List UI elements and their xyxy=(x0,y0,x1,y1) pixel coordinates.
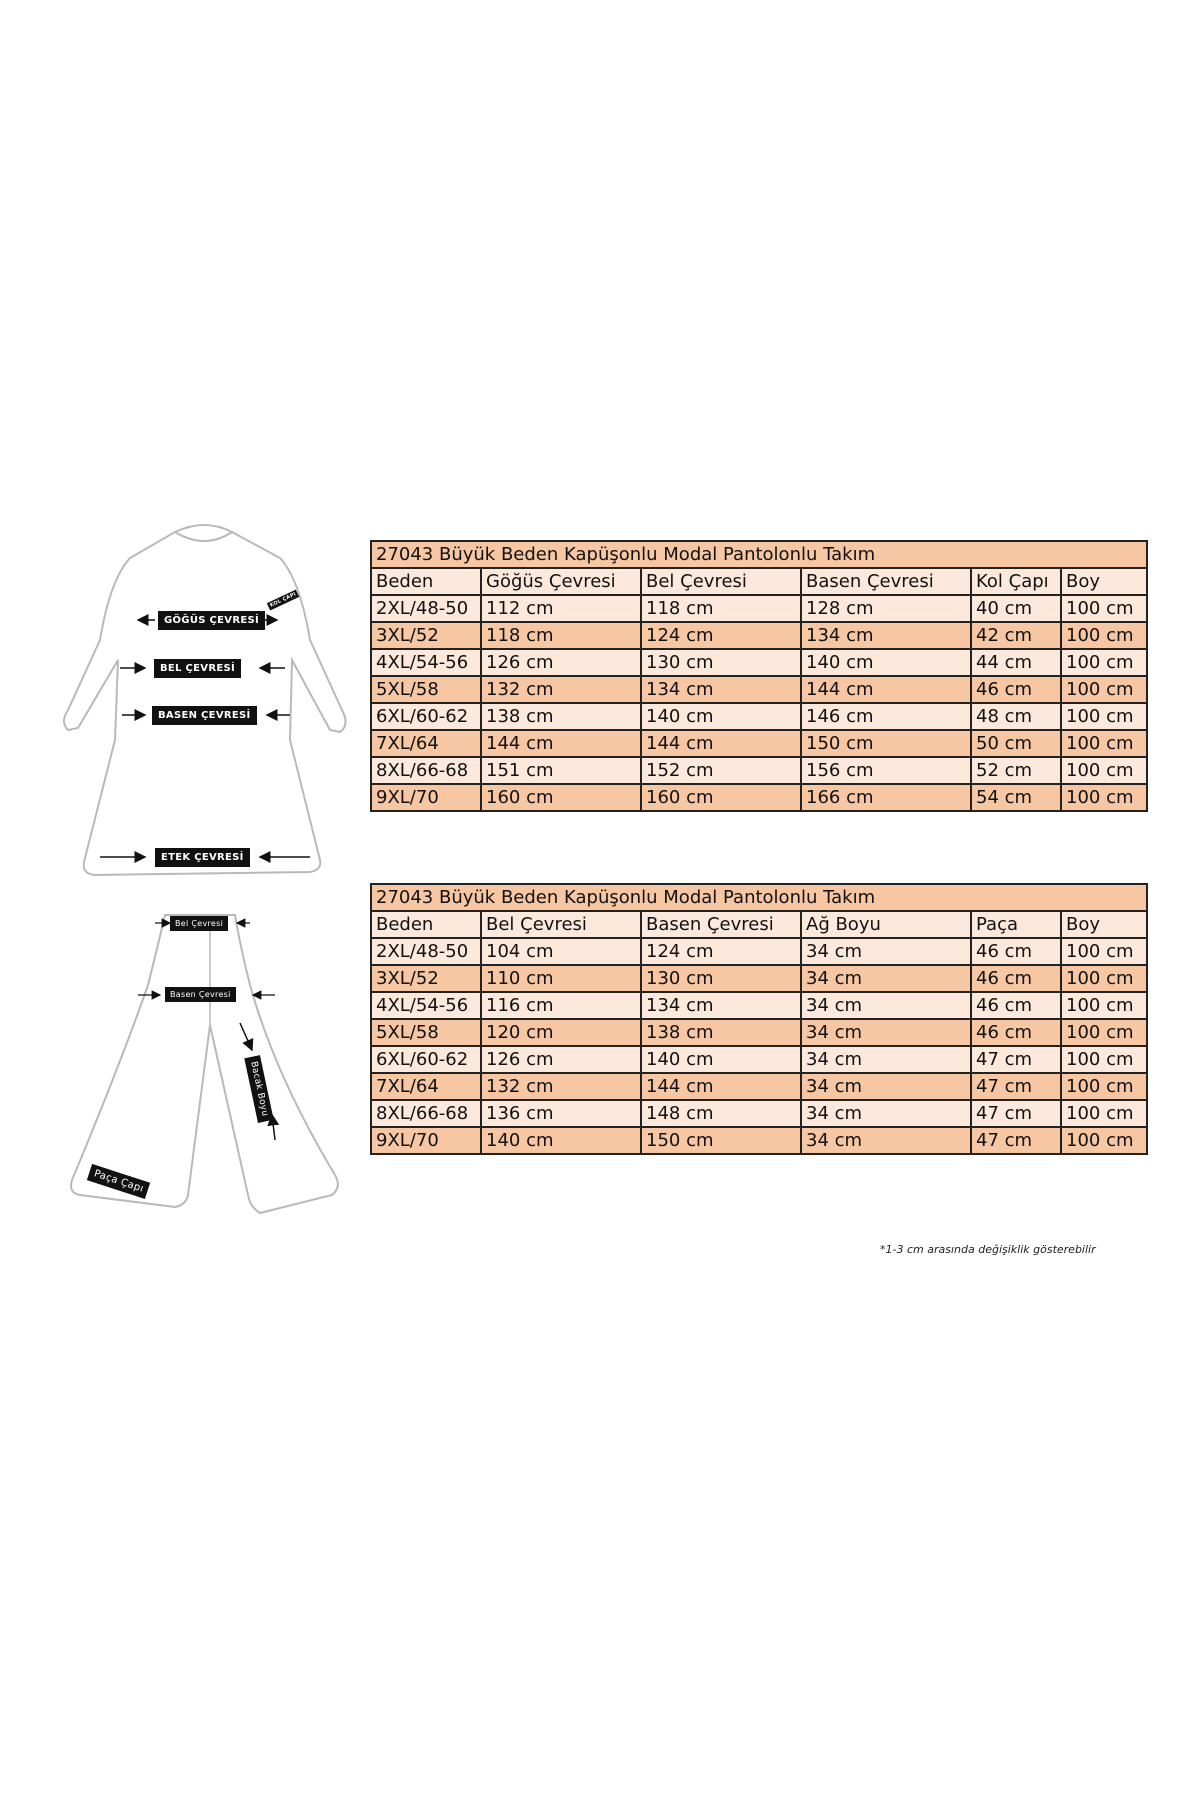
measurement-cell: 50 cm xyxy=(971,730,1061,757)
measurement-cell: 100 cm xyxy=(1061,938,1147,965)
measurement-cell: 48 cm xyxy=(971,703,1061,730)
measurement-cell: 152 cm xyxy=(641,757,801,784)
measurement-cell: 42 cm xyxy=(971,622,1061,649)
measurement-cell: 126 cm xyxy=(481,649,641,676)
table-row xyxy=(371,965,1147,992)
measurement-cell: 34 cm xyxy=(801,1046,971,1073)
pants-diagram xyxy=(60,905,350,1225)
measurement-cell: 100 cm xyxy=(1061,1100,1147,1127)
measurement-cell: 160 cm xyxy=(641,784,801,811)
size-cell: 4XL/54-56 xyxy=(371,992,481,1019)
column-header: Beden xyxy=(371,911,481,938)
measurement-cell: 140 cm xyxy=(641,1046,801,1073)
column-header: Kol Çapı xyxy=(971,568,1061,595)
size-cell: 7XL/64 xyxy=(371,730,481,757)
measurement-cell: 166 cm xyxy=(801,784,971,811)
measurement-cell: 34 cm xyxy=(801,965,971,992)
measurement-cell: 150 cm xyxy=(801,730,971,757)
table-row xyxy=(371,595,1147,622)
measurement-cell: 100 cm xyxy=(1061,730,1147,757)
measurement-cell: 54 cm xyxy=(971,784,1061,811)
measurement-cell: 116 cm xyxy=(481,992,641,1019)
table-row xyxy=(371,649,1147,676)
size-cell: 4XL/54-56 xyxy=(371,649,481,676)
size-cell: 9XL/70 xyxy=(371,784,481,811)
size-cell: 7XL/64 xyxy=(371,1073,481,1100)
size-cell: 8XL/66-68 xyxy=(371,757,481,784)
column-header: Göğüs Çevresi xyxy=(481,568,641,595)
bottom-size-table xyxy=(370,883,1148,1155)
top-table-body xyxy=(371,595,1147,811)
measurement-cell: 104 cm xyxy=(481,938,641,965)
size-cell: 2XL/48-50 xyxy=(371,938,481,965)
column-header: Boy xyxy=(1061,911,1147,938)
pants-length-label: Bacak Boyu xyxy=(244,1055,273,1123)
measurement-cell: 144 cm xyxy=(641,1073,801,1100)
tunic-diagram xyxy=(60,520,350,880)
table-row xyxy=(371,1127,1147,1154)
measurement-cell: 144 cm xyxy=(481,730,641,757)
measurement-cell: 132 cm xyxy=(481,1073,641,1100)
size-cell: 6XL/60-62 xyxy=(371,1046,481,1073)
measurement-cell: 46 cm xyxy=(971,676,1061,703)
measurement-cell: 140 cm xyxy=(481,1127,641,1154)
chest-label: GÖĞÜS ÇEVRESİ xyxy=(158,611,265,630)
table-row xyxy=(371,992,1147,1019)
measurement-cell: 138 cm xyxy=(481,703,641,730)
measurement-cell: 44 cm xyxy=(971,649,1061,676)
measurement-cell: 34 cm xyxy=(801,1019,971,1046)
measurement-cell: 34 cm xyxy=(801,1073,971,1100)
measurement-cell: 118 cm xyxy=(641,595,801,622)
measurement-cell: 47 cm xyxy=(971,1100,1061,1127)
measurement-cell: 100 cm xyxy=(1061,965,1147,992)
measurement-cell: 148 cm xyxy=(641,1100,801,1127)
measurement-cell: 144 cm xyxy=(801,676,971,703)
measurement-cell: 124 cm xyxy=(641,938,801,965)
measurement-cell: 100 cm xyxy=(1061,595,1147,622)
measurement-cell: 134 cm xyxy=(641,992,801,1019)
size-cell: 3XL/52 xyxy=(371,965,481,992)
measurement-cell: 130 cm xyxy=(641,649,801,676)
column-header: Basen Çevresi xyxy=(641,911,801,938)
measurement-cell: 144 cm xyxy=(641,730,801,757)
table-row xyxy=(371,703,1147,730)
table-row xyxy=(371,757,1147,784)
measurement-cell: 138 cm xyxy=(641,1019,801,1046)
table-row xyxy=(371,1100,1147,1127)
measurement-cell: 34 cm xyxy=(801,1100,971,1127)
measurement-cell: 100 cm xyxy=(1061,1046,1147,1073)
measurement-cell: 46 cm xyxy=(971,992,1061,1019)
table-row xyxy=(371,1046,1147,1073)
measurement-cell: 46 cm xyxy=(971,1019,1061,1046)
pants-hip-label: Basen Çevresi xyxy=(165,987,236,1002)
measurement-cell: 100 cm xyxy=(1061,784,1147,811)
size-cell: 3XL/52 xyxy=(371,622,481,649)
column-header: Bel Çevresi xyxy=(641,568,801,595)
measurement-cell: 47 cm xyxy=(971,1073,1061,1100)
measurement-cell: 140 cm xyxy=(641,703,801,730)
measurement-cell: 100 cm xyxy=(1061,649,1147,676)
column-header: Boy xyxy=(1061,568,1147,595)
measurement-cell: 130 cm xyxy=(641,965,801,992)
measurement-cell: 100 cm xyxy=(1061,992,1147,1019)
measurement-cell: 151 cm xyxy=(481,757,641,784)
table-title-row xyxy=(371,541,1147,568)
measurement-cell: 47 cm xyxy=(971,1127,1061,1154)
table-header-row xyxy=(371,911,1147,938)
measurement-cell: 34 cm xyxy=(801,938,971,965)
measurement-cell: 150 cm xyxy=(641,1127,801,1154)
measurement-cell: 46 cm xyxy=(971,938,1061,965)
measurement-cell: 52 cm xyxy=(971,757,1061,784)
measurement-cell: 156 cm xyxy=(801,757,971,784)
measurement-cell: 124 cm xyxy=(641,622,801,649)
measurement-cell: 140 cm xyxy=(801,649,971,676)
measurement-cell: 112 cm xyxy=(481,595,641,622)
measurement-cell: 100 cm xyxy=(1061,676,1147,703)
bottom-table-title: 27043 Büyük Beden Kapüşonlu Modal Pantolonlu Takım xyxy=(371,884,1147,911)
measurement-cell: 100 cm xyxy=(1061,622,1147,649)
size-cell: 8XL/66-68 xyxy=(371,1100,481,1127)
column-header: Basen Çevresi xyxy=(801,568,971,595)
tunic-outline-icon xyxy=(60,520,350,880)
measurement-cell: 100 cm xyxy=(1061,1073,1147,1100)
table-row xyxy=(371,938,1147,965)
measurement-cell: 100 cm xyxy=(1061,1127,1147,1154)
measurement-cell: 120 cm xyxy=(481,1019,641,1046)
bottom-table-body xyxy=(371,938,1147,1154)
size-cell: 2XL/48-50 xyxy=(371,595,481,622)
table-row xyxy=(371,622,1147,649)
measurement-cell: 110 cm xyxy=(481,965,641,992)
measurement-cell: 40 cm xyxy=(971,595,1061,622)
measurement-cell: 132 cm xyxy=(481,676,641,703)
measurement-cell: 100 cm xyxy=(1061,703,1147,730)
size-cell: 6XL/60-62 xyxy=(371,703,481,730)
hem-label: ETEK ÇEVRESİ xyxy=(155,848,250,867)
measurement-cell: 46 cm xyxy=(971,965,1061,992)
size-cell: 5XL/58 xyxy=(371,676,481,703)
measurement-cell: 100 cm xyxy=(1061,757,1147,784)
column-header: Bel Çevresi xyxy=(481,911,641,938)
size-cell: 9XL/70 xyxy=(371,1127,481,1154)
pants-hem-label: Paça Çapı xyxy=(87,1164,151,1199)
measurement-cell: 134 cm xyxy=(641,676,801,703)
measurement-cell: 34 cm xyxy=(801,992,971,1019)
measurement-cell: 146 cm xyxy=(801,703,971,730)
pants-waist-label: Bel Çevresi xyxy=(170,916,228,931)
column-header: Paça xyxy=(971,911,1061,938)
waist-label: BEL ÇEVRESİ xyxy=(154,659,241,678)
measurement-cell: 47 cm xyxy=(971,1046,1061,1073)
sleeve-label: KOL ÇAPI xyxy=(267,590,300,611)
measurement-cell: 34 cm xyxy=(801,1127,971,1154)
measurement-cell: 160 cm xyxy=(481,784,641,811)
hip-label: BASEN ÇEVRESİ xyxy=(152,706,257,725)
measurement-cell: 118 cm xyxy=(481,622,641,649)
table-row xyxy=(371,1019,1147,1046)
measurement-cell: 134 cm xyxy=(801,622,971,649)
top-table-title: 27043 Büyük Beden Kapüşonlu Modal Pantolonlu Takım xyxy=(371,541,1147,568)
measurement-cell: 128 cm xyxy=(801,595,971,622)
measurement-cell: 100 cm xyxy=(1061,1019,1147,1046)
measurement-cell: 126 cm xyxy=(481,1046,641,1073)
size-cell: 5XL/58 xyxy=(371,1019,481,1046)
table-row xyxy=(371,730,1147,757)
table-header-row xyxy=(371,568,1147,595)
table-row xyxy=(371,784,1147,811)
footnote: *1-3 cm arasında değişiklik gösterebilir xyxy=(880,1243,1096,1256)
column-header: Ağ Boyu xyxy=(801,911,971,938)
table-row xyxy=(371,1073,1147,1100)
table-row xyxy=(371,676,1147,703)
table-title-row xyxy=(371,884,1147,911)
measurement-cell: 136 cm xyxy=(481,1100,641,1127)
top-size-table xyxy=(370,540,1148,812)
column-header: Beden xyxy=(371,568,481,595)
